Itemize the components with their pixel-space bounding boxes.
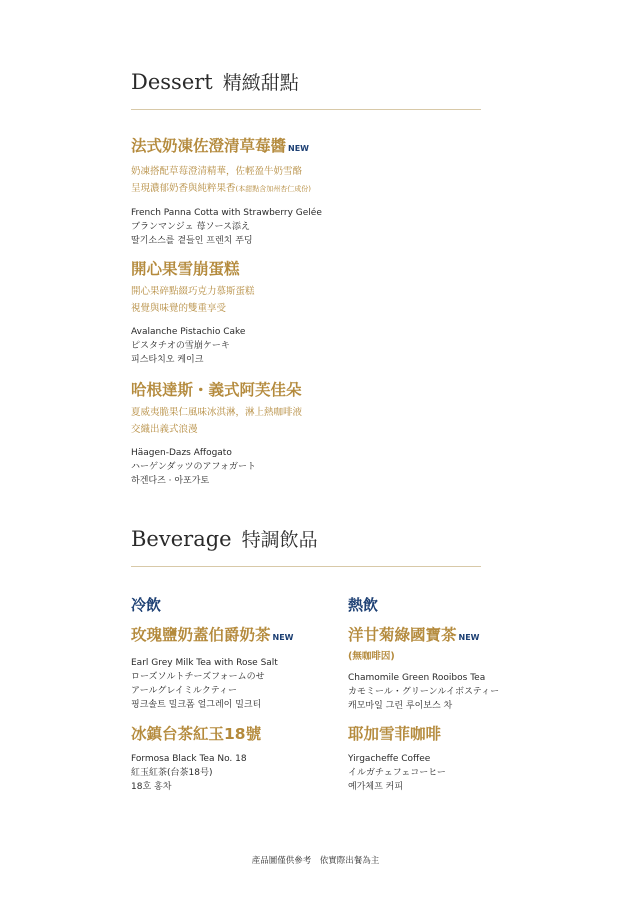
item-name: 哈根達斯・義式阿芙佳朵 (131, 381, 302, 399)
new-badge: NEW (272, 633, 294, 642)
item-name-ja: ブランマンジェ 苺ソース添え (131, 222, 251, 232)
item-name: 玫瑰鹽奶蓋伯爵奶茶 NEW (131, 626, 294, 644)
drink-item-earl-grey (131, 625, 294, 712)
item-description: 夏威夷脆果仁風味冰淇淋，淋上熱咖啡液 (131, 407, 303, 418)
item-name-ko: 딸기소스를 곁들인 프렌치 푸딩 (131, 236, 253, 246)
caffeine-note: (無咖啡因) (348, 651, 395, 662)
item-name-en: Avalanche Pistachio Cake (131, 327, 246, 337)
item-description: 開心果碎點綴巧克力慕斯蛋糕 (131, 286, 255, 297)
beverage-title-zh: 特調飲品 (241, 529, 318, 551)
item-name-ko: 피스타치오 케이크 (131, 355, 204, 365)
item-name-en: Chamomile Green Rooibos Tea (348, 673, 486, 683)
hot-drinks-label: 熱飲 (348, 596, 379, 614)
dessert-item-pistachio-cake (131, 259, 255, 367)
dessert-title-zh: 精緻甜點 (222, 72, 299, 94)
item-name-ja: カモミール・グリーンルイボスティー (348, 687, 500, 697)
drink-item-yirgacheffe (348, 724, 446, 794)
item-name-en: Yirgacheffe Coffee (348, 754, 431, 764)
drink-item-chamomile (348, 625, 499, 713)
item-name-en: Formosa Black Tea No. 18 (131, 754, 247, 764)
dessert-item-panna-cotta (131, 136, 322, 248)
item-name-ja: ローズソルトチーズフォームのせ (131, 672, 265, 682)
beverage-divider (131, 566, 481, 567)
item-name: 冰鎮台茶紅玉18號 (131, 725, 262, 743)
item-description: 視覺與味覺的雙重享受 (131, 303, 227, 314)
item-description: 交織出義式浪漫 (131, 424, 198, 435)
item-name-en: French Panna Cotta with Strawberry Gelée (131, 208, 322, 218)
beverage-title-en: Beverage (131, 527, 232, 551)
item-name-ko: 캐모마일 그린 루이보스 차 (348, 701, 453, 711)
item-name: 耶加雪菲咖啡 (348, 725, 442, 743)
item-name-ko: 하겐다즈 · 아포가토 (131, 476, 210, 486)
item-name-ko: 핑크솔트 밀크폼 얼그레이 밀크티 (131, 700, 262, 710)
dessert-title-en: Dessert (131, 70, 213, 94)
item-name: 開心果雪崩蛋糕 (131, 260, 240, 278)
item-name-ko: 18호 홍차 (131, 782, 172, 792)
item-description: 奶凍搭配草莓澄清精華，佐輕盈牛奶雪酪 (131, 166, 303, 177)
item-name: 洋甘菊綠國寶茶 NEW (348, 626, 480, 644)
new-badge: NEW (288, 144, 309, 153)
item-name-ko: 예가체프 커피 (348, 782, 404, 792)
item-name-ja: アールグレイミルクティー (131, 686, 238, 696)
item-name-ja: 紅玉紅茶(台茶18号) (131, 768, 213, 778)
cold-drinks-label: 冷飲 (131, 596, 162, 614)
drink-item-black-tea (131, 724, 261, 794)
item-name-ja: ハーゲンダッツのアフォガート (131, 462, 257, 472)
new-badge: NEW (458, 633, 480, 642)
footer-disclaimer: 產品圖僅供參考 依實際出餐為主 (251, 856, 380, 866)
dessert-item-affogato (131, 380, 302, 488)
item-description: 呈現濃郁奶香與純粹果香(本甜點含加州杏仁成份) (131, 183, 311, 194)
allergen-note: (本甜點含加州杏仁成份) (235, 185, 311, 193)
dessert-divider (131, 109, 481, 110)
beverage-title (131, 525, 318, 552)
item-name-en: Earl Grey Milk Tea with Rose Salt (131, 658, 278, 668)
dessert-title (131, 68, 299, 95)
item-name-en: Häagen-Dazs Affogato (131, 448, 232, 458)
item-name-ja: イルガチェフェコーヒー (348, 768, 446, 778)
item-name: 法式奶凍佐澄清草莓醬 NEW (131, 137, 309, 155)
item-name-ja: ピスタチオの雪崩ケーキ (131, 341, 230, 351)
